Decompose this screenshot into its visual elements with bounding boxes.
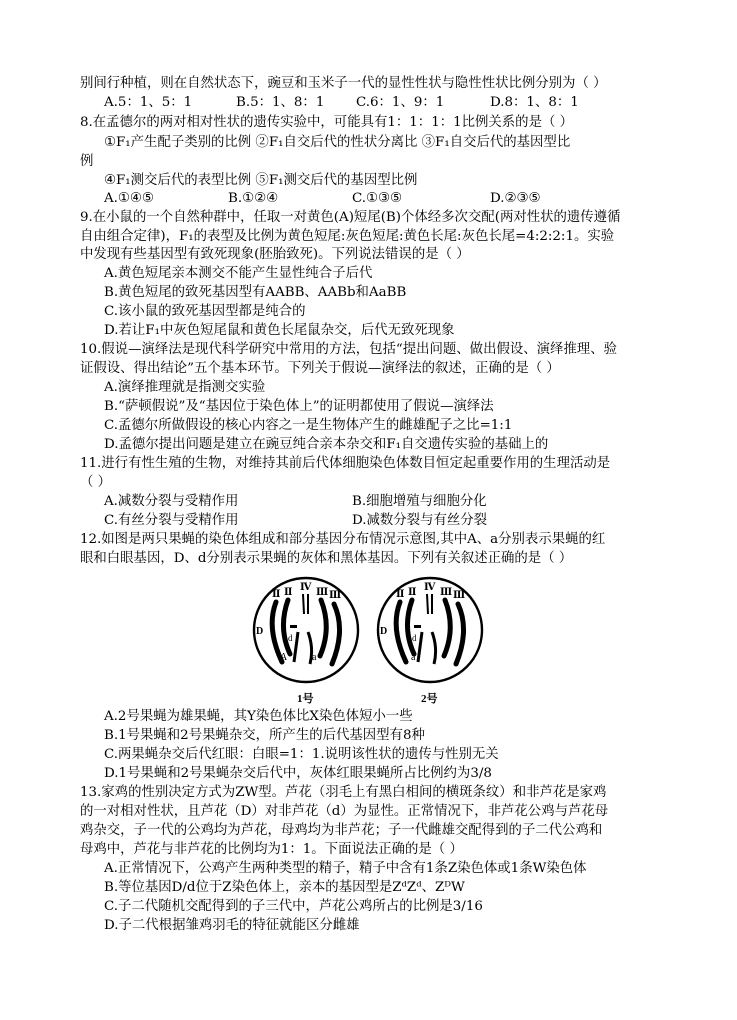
q8-option-c: C.①③⑤	[352, 191, 403, 206]
q11-option-a: A.减数分裂与受精作用	[104, 494, 239, 509]
chrom2-label-II-left: Ⅱ	[396, 589, 405, 600]
chrom-label-II-right: Ⅱ	[284, 587, 293, 598]
chrom2-label-IV: Ⅳ	[424, 582, 436, 593]
cell-1-diagram	[254, 578, 358, 682]
q9-stem-line3: 中发现有些基因型有致死现象(胚胎致死)。下列说法错误的是（ ）	[80, 247, 470, 262]
q13-option-a: A.正常情况下，公鸡产生两种类型的精子，精子中含有1条Z染色体或1条W染色体	[104, 861, 587, 876]
q10-option-c: C.孟德尔所做假设的核心内容之一是生物体产生的雌雄配子之比=1:1	[104, 418, 513, 433]
chrom2-label-III-right: Ⅲ	[453, 590, 466, 601]
q8-option-b: B.①②④	[228, 191, 279, 206]
chrom-label-IV: Ⅳ	[300, 582, 312, 593]
q7-option-d: D.8：1、8：1	[490, 95, 579, 110]
chrom2-label-III-left: Ⅲ	[440, 587, 453, 598]
q10-option-b: B.“萨顿假说”及“基因位于染色体上”的证明都使用了假说—演绎法	[104, 399, 494, 414]
q8-option-a: A.①④⑤	[104, 191, 154, 206]
chrom-label-III-left: Ⅲ	[316, 587, 329, 598]
chrom2-label-II-right: Ⅱ	[408, 587, 417, 598]
q8-option-d: D.②③⑤	[490, 191, 541, 206]
q12-option-a: A.2号果蝇为雄果蝇，其Y染色体比X染色体短小一些	[104, 709, 413, 724]
chromosome2-III-a	[444, 600, 450, 656]
chromosome2-x-b	[432, 632, 436, 664]
cell-1-caption: 1号	[297, 693, 314, 705]
chromosome-II-b	[283, 600, 290, 654]
q9-option-a: A.黄色短尾亲本测交不能产生显性纯合子后代	[104, 266, 373, 281]
chromosome2-II-a	[396, 602, 406, 662]
q10-stem-line2: 证假设、得出结论”五个基本环节。下列关于假说—演绎法的叙述，正确的是（ ）	[80, 361, 560, 376]
q9-option-b: B.黄色短尾的致死基因型有AABB、AABb和AaBB	[104, 285, 407, 300]
q12-option-c: C.两果蝇杂交后代红眼：白眼=1：1.说明该性状的遗传与性别无关	[104, 747, 499, 762]
q13-stem-line3: 鸡杂交，子一代的公鸡均为芦花，母鸡均为非芦花；子一代雌雄交配得到的子二代公鸡和	[80, 823, 603, 838]
chromosome-III-b	[332, 604, 340, 664]
q11-option-b: B.细胞增殖与细胞分化	[352, 494, 487, 509]
q10-option-d: D.孟德尔提出问题是建立在豌豆纯合亲本杂交和F₁自交遗传实验的基础上的	[104, 437, 549, 452]
q13-option-b: B.等位基因D/d位于Z染色体上，亲本的基因型是ZᵈZᵈ、ZᴰW	[104, 880, 465, 895]
q10-stem-line1: 10.假说—演绎法是现代科学研究中常用的方法，包括“提出问题、做出假设、演绎推理、验	[80, 342, 617, 357]
q11-stem-line1: 11.进行有性生殖的生物，对维持其前后代体细胞染色体数目恒定起重要作用的生理活动是	[80, 456, 611, 471]
chromosome2-II-b	[407, 600, 414, 654]
q10-option-a: A.演绎推理就是指测交实验	[104, 380, 266, 395]
cell-2-caption: 2号	[421, 693, 438, 705]
q7-option-b: B.5：1、8：1	[236, 95, 325, 110]
gene-label-D: D	[256, 626, 264, 637]
q8-items-line1: ①F₁产生配子类别的比例 ②F₁自交后代的性状分离比 ③F₁自交后代的基因型比	[104, 135, 571, 150]
q11-stem-line2: （ ）	[80, 475, 112, 490]
q12-option-b: B.1号果蝇和2号果蝇杂交，所产生的后代基因型有8种	[104, 728, 425, 743]
q13-stem-line4: 母鸡中，芦花与非芦花的比例均为1：1。下面说法正确的是（ ）	[80, 842, 463, 857]
q12-stem-line2: 眼和白眼基因，D、d分别表示果蝇的灰体和黑体基因。下列有关叙述正确的是（ ）	[80, 551, 573, 566]
q12-option-d: D.1号果蝇和2号果蝇杂交后代中，灰体红眼果蝇所占比例约为3/8	[104, 766, 492, 781]
q11-option-d: D.减数分裂与有丝分裂	[352, 513, 488, 528]
chromosome-III-a	[320, 600, 326, 656]
q7-option-a: A.5：1、5：1	[104, 95, 193, 110]
q8-items-line2: ④F₁测交后代的表型比例 ⑤F₁测交后代的基因型比例	[104, 173, 418, 188]
gene2-label-a: a	[411, 652, 416, 663]
chromosome-IV-a	[303, 594, 304, 614]
q9-stem-line1: 9.在小鼠的一个自然种群中，任取一对黄色(A)短尾(B)个体经多次交配(两对性状的遗传遵循	[80, 210, 621, 225]
chromosome-x	[294, 632, 298, 662]
q7-stem-tail: 别间行种植，则在自然状态下，豌豆和玉米子一代的显性性状与隐性性状比例分别为（ ）	[80, 76, 607, 91]
gene-band	[290, 625, 297, 628]
q13-stem-line2: 的一对相对性状，且芦花（D）对非芦花（d）为显性。正常情况下，非芦花公鸡与芦花母	[80, 804, 609, 819]
gene-label-a: a	[312, 652, 317, 663]
q11-option-c: C.有丝分裂与受精作用	[104, 513, 239, 528]
q8-items-line1-wrap: 例	[80, 154, 94, 169]
q8-stem: 8.在孟德尔的两对相对性状的遗传实验中，可能具有1：1：1：1比例关系的是（ ）	[80, 115, 573, 130]
q12-stem-line1: 12.如图是两只果蝇的染色体组成和部分基因分布情况示意图,其中A、a分别表示果蝇的红	[80, 532, 606, 547]
gene-label-A: A	[280, 652, 288, 663]
q13-option-d: D.子二代根据雏鸡羽毛的特征就能区分雌雄	[104, 918, 360, 933]
q9-option-d: D.若让F₁中灰色短尾鼠和黄色长尾鼠杂交，后代无致死现象	[104, 323, 455, 338]
chrom-label-II-left: Ⅱ	[272, 589, 281, 600]
chromosome2-IV-a	[427, 594, 428, 614]
gene-label-d: d	[288, 633, 293, 643]
gene2-label-d: d	[412, 633, 417, 643]
q13-option-c: C.子二代随机交配得到的子三代中，芦花公鸡所占的比例是3/16	[104, 899, 483, 914]
gene-band-2	[414, 625, 421, 628]
q9-stem-line2: 自由组合定律)，F₁的表型及比例为黄色短尾:灰色短尾:黄色长尾:灰色长尾=4:2:2:1。实验	[80, 229, 615, 244]
gene2-label-D: D	[380, 626, 388, 637]
q7-option-c: C.6：1、9：1	[356, 95, 445, 110]
cell-2-diagram	[378, 578, 482, 682]
q9-option-c: C.该小鼠的致死基因型都是纯合的	[104, 304, 306, 319]
chromosome2-III-b	[456, 604, 464, 664]
fruit-fly-chromosome-figure	[248, 570, 488, 708]
q13-stem-line1: 13.家鸡的性别决定方式为ZW型。芦花（羽毛上有黑白相间的横斑条纹）和非芦花是家鸡	[80, 785, 607, 800]
chrom-label-III-right: Ⅲ	[329, 590, 342, 601]
chromosome2-x-a	[418, 632, 422, 662]
